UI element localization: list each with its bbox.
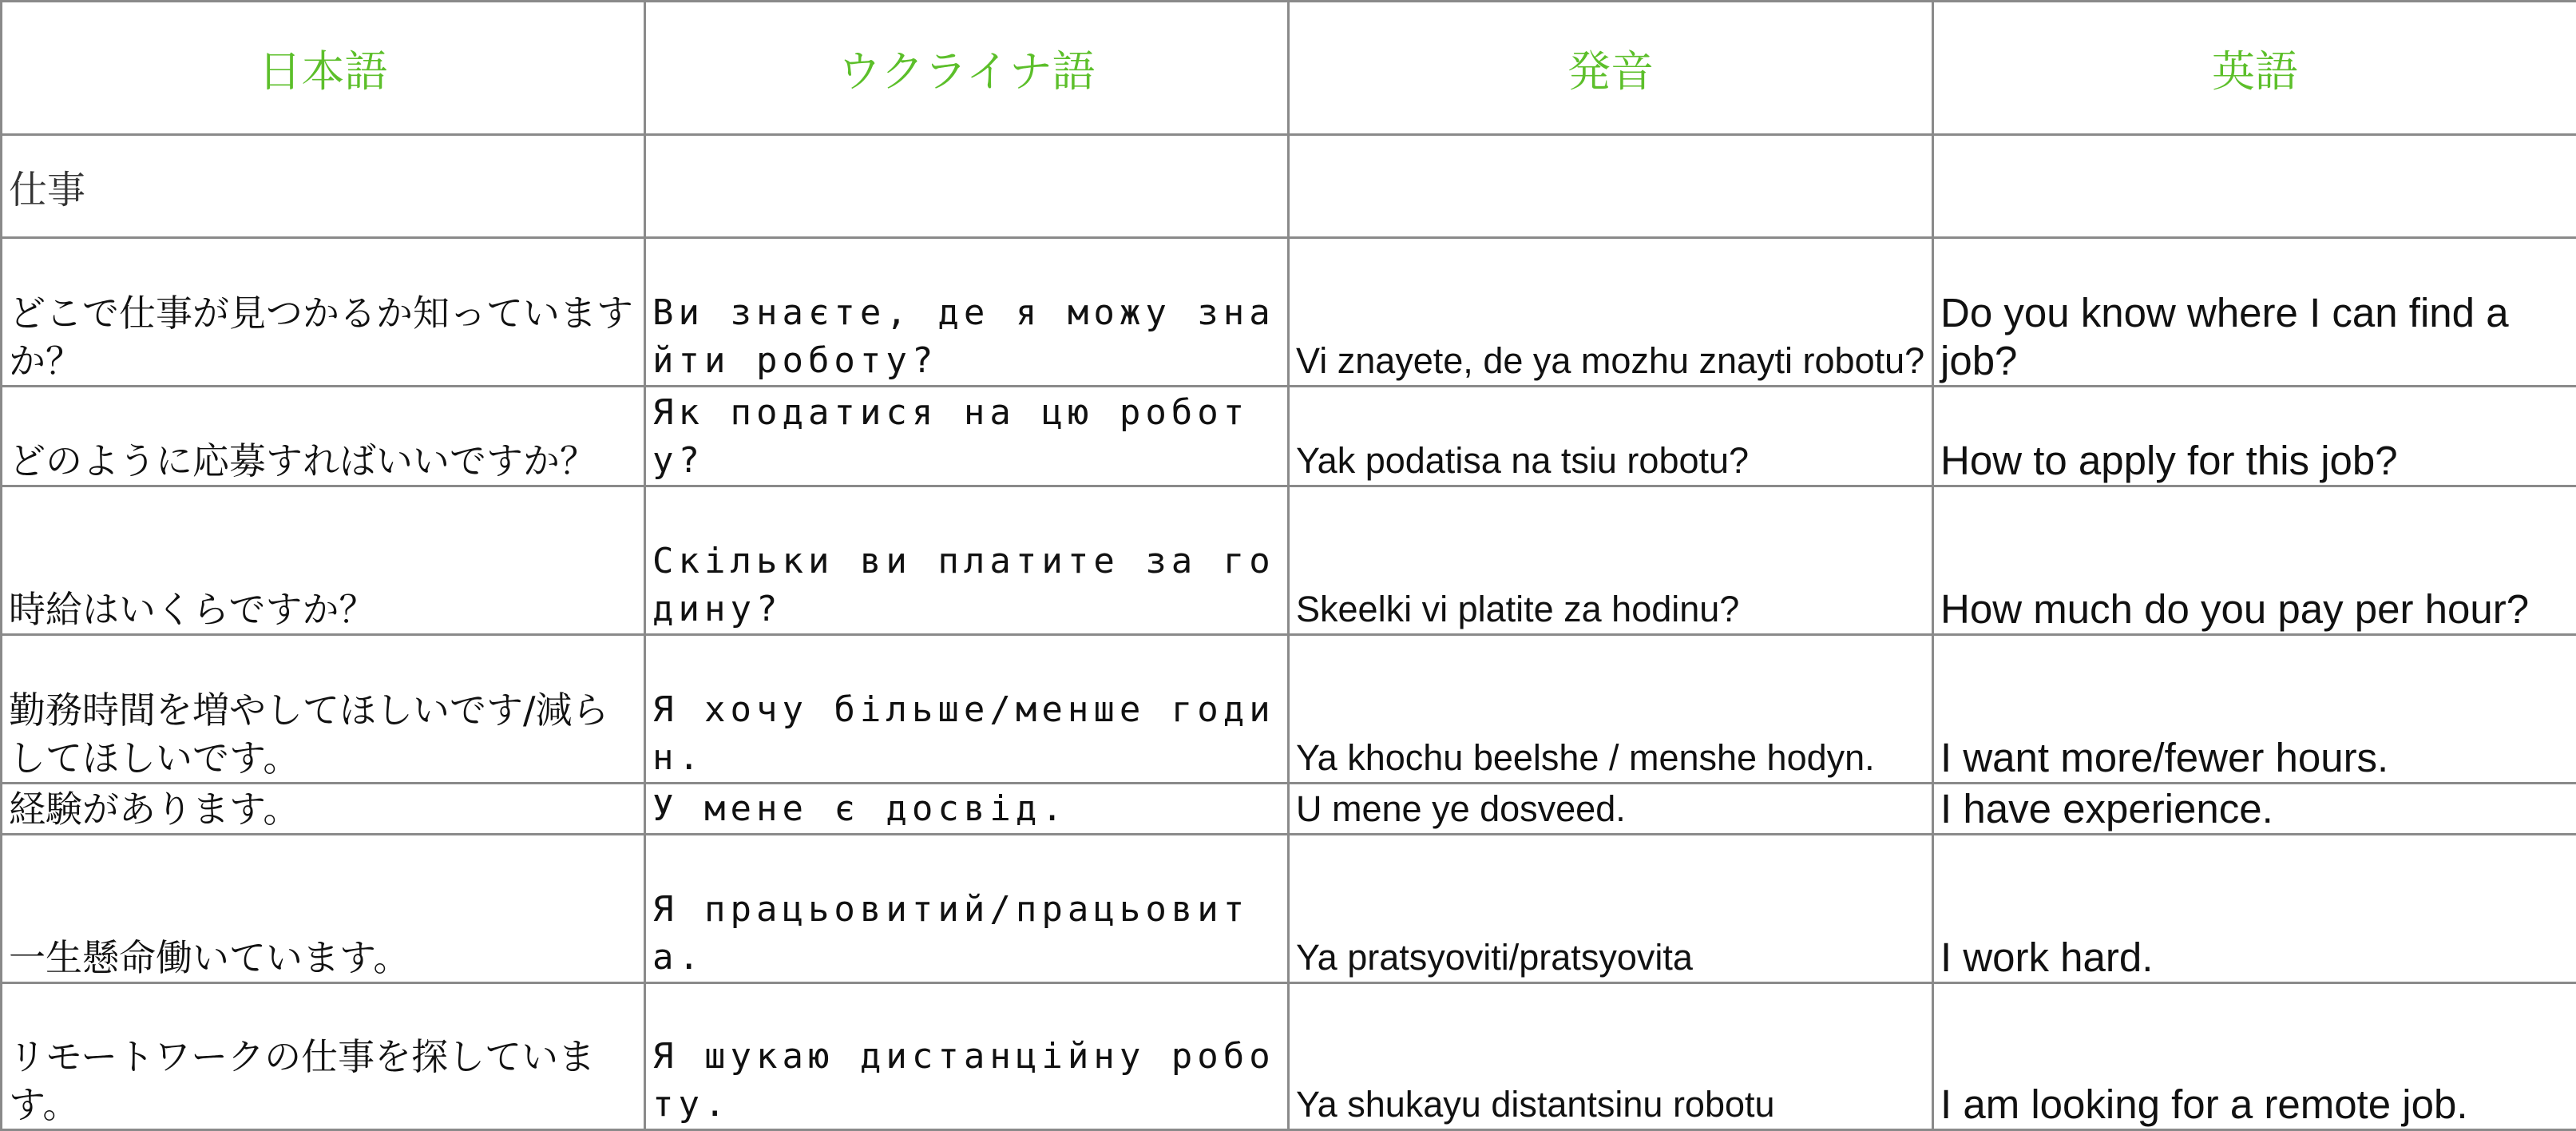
english-cell: I have experience. — [1933, 784, 2576, 835]
table-row — [2, 784, 2576, 835]
header-japanese: 日本語 — [2, 2, 645, 135]
section-row — [2, 135, 2576, 238]
empty-cell — [645, 135, 1289, 238]
ukrainian-cell: Ви знаєте, де я можу знайти роботу? — [645, 238, 1289, 387]
japanese-cell: リモートワークの仕事を探しています。 — [2, 983, 645, 1130]
pronunciation-cell: Ya pratsyoviti/pratsyovita — [1289, 835, 1933, 983]
english-cell: I am looking for a remote job. — [1933, 983, 2576, 1130]
english-cell: How much do you pay per hour? — [1933, 486, 2576, 635]
pronunciation-cell: Ya shukayu distantsinu robotu — [1289, 983, 1933, 1130]
ukrainian-cell: Скільки ви платите за годину? — [645, 486, 1289, 635]
header-row — [2, 2, 2576, 135]
english-cell: I work hard. — [1933, 835, 2576, 983]
empty-cell — [1289, 135, 1933, 238]
table-row — [2, 835, 2576, 983]
japanese-cell: 経験があります。 — [2, 784, 645, 835]
english-cell: I want more/fewer hours. — [1933, 635, 2576, 784]
pronunciation-cell: Skeelki vi platite za hodinu? — [1289, 486, 1933, 635]
table-row — [2, 983, 2576, 1130]
japanese-cell: 時給はいくらですか？ — [2, 486, 645, 635]
pronunciation-cell: U mene ye dosveed. — [1289, 784, 1933, 835]
english-cell: How to apply for this job? — [1933, 386, 2576, 486]
english-cell: Do you know where I can find a job? — [1933, 238, 2576, 387]
ukrainian-cell: Як податися на цю роботу? — [645, 386, 1289, 486]
ukrainian-cell: У мене є досвід. — [645, 784, 1289, 835]
pronunciation-cell: Yak podatisa na tsiu robotu? — [1289, 386, 1933, 486]
japanese-cell: どのように応募すればいいですか？ — [2, 386, 645, 486]
table-row — [2, 486, 2576, 635]
ukrainian-cell: Я хочу більше/менше годин. — [645, 635, 1289, 784]
table-row — [2, 238, 2576, 387]
japanese-cell: 一生懸命働いています。 — [2, 835, 645, 983]
section-label: 仕事 — [2, 135, 645, 238]
pronunciation-cell: Ya khochu beelshe / menshe hodyn. — [1289, 635, 1933, 784]
table-row — [2, 635, 2576, 784]
ukrainian-cell: Я шукаю дистанційну роботу. — [645, 983, 1289, 1130]
empty-cell — [1933, 135, 2576, 238]
ukrainian-cell: Я працьовитий/працьовита. — [645, 835, 1289, 983]
header-ukrainian: ウクライナ語 — [645, 2, 1289, 135]
japanese-cell: 勤務時間を増やしてほしいです/減らしてほしいです。 — [2, 635, 645, 784]
pronunciation-cell: Vi znayete, de ya mozhu znayti robotu? — [1289, 238, 1933, 387]
header-pronunciation: 発音 — [1289, 2, 1933, 135]
table-row — [2, 386, 2576, 486]
header-english: 英語 — [1933, 2, 2576, 135]
japanese-cell: どこで仕事が見つかるか知っていますか？ — [2, 238, 645, 387]
